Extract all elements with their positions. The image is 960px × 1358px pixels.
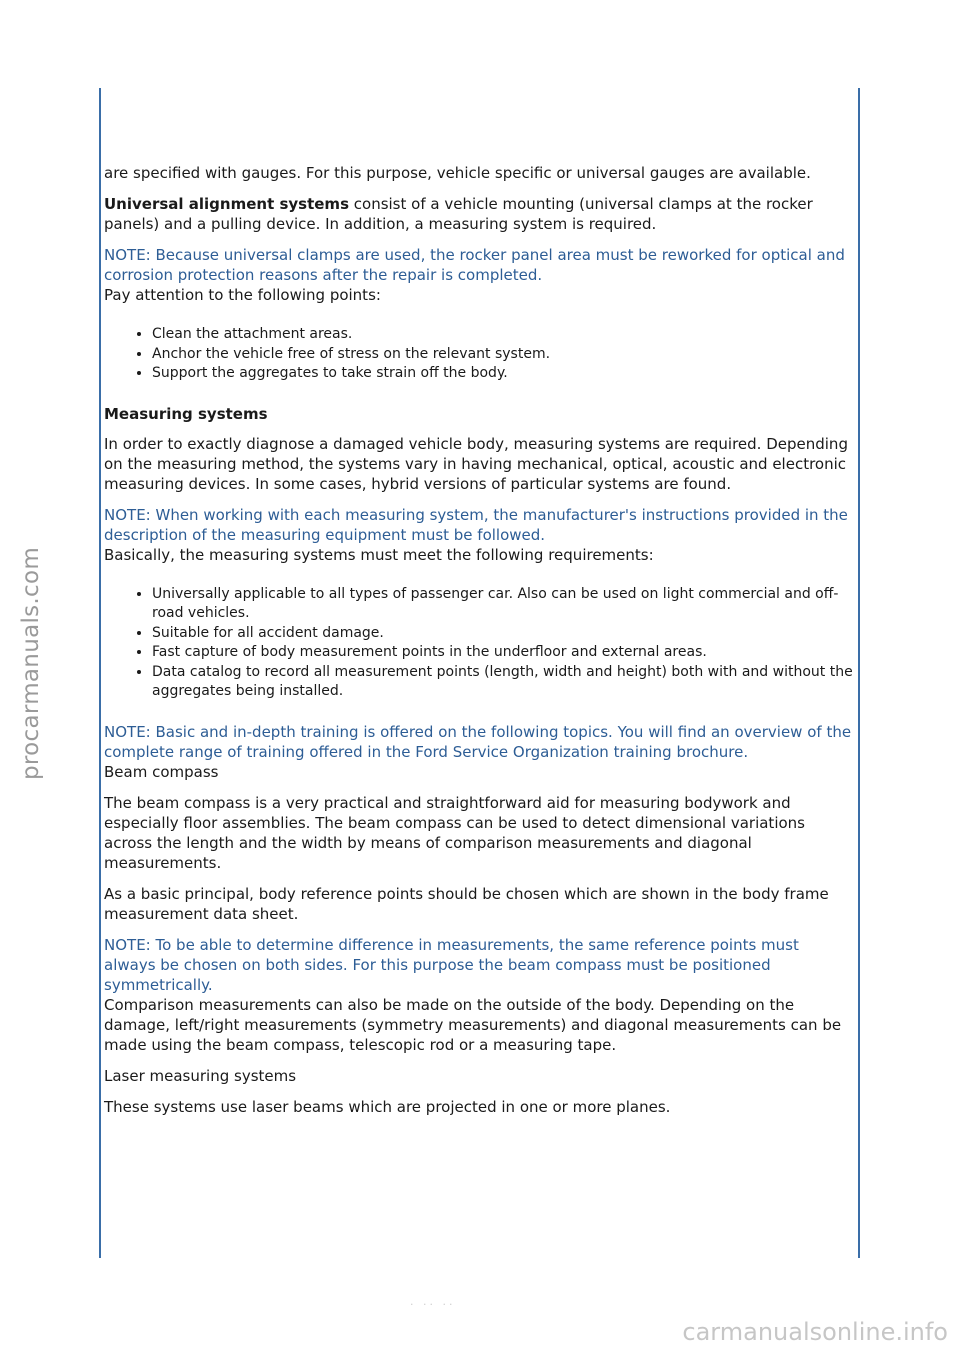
side-watermark: procarmanuals.com bbox=[18, 546, 44, 780]
list-item: • Clean the attachment areas. bbox=[152, 325, 854, 345]
paragraph-requirements: Basically, the measuring systems must meet the following requirements: bbox=[104, 545, 654, 564]
paragraph-comparison: Comparison measurements can also be made on the outside of the body. Depending on the damage, left/right measurements (symmetry measurements) and diagonal measurements can be made using the beam compass, telescopic rod or a measuring tape. bbox=[104, 995, 842, 1054]
paragraph-pay-attention: Pay attention to the following points: bbox=[104, 286, 381, 304]
paragraph-laser-title: Laser measuring systems bbox=[104, 1066, 297, 1085]
paragraph-beam-compass: The beam compass is a very practical and straightforward aid for measuring bodywork and especially floor assemblies. The beam compass can be used to detect dimensional variations across the length and the width by means of comparison measurements and diagonal measurements. bbox=[104, 793, 805, 872]
right-border-line bbox=[858, 88, 860, 1258]
term-universal-alignment: Universal alignment systems bbox=[104, 195, 349, 213]
heading-measuring-systems: Measuring systems bbox=[104, 404, 268, 423]
requirements-list bbox=[104, 585, 854, 702]
left-border-line bbox=[99, 88, 101, 1258]
paragraph-universal-alignment-text: consist of a vehicle mounting (universal clamps at the rocker panels) and a pulling device. In addition, a measuring system is required. bbox=[104, 195, 813, 233]
paragraph-gauges: are specified with gauges. For this purpose, vehicle specific or universal gauges are available. bbox=[104, 164, 811, 182]
bottom-watermark: carmanualsonline.info bbox=[682, 1318, 948, 1346]
note-universal-clamps: NOTE: Because universal clamps are used, the rocker panel area must be reworked for optical and corrosion protection reasons after the repair is completed. bbox=[104, 246, 845, 284]
list-item: • Data catalog to record all measurement points (length, width and height) both with and without the aggregates being installed. bbox=[152, 663, 854, 702]
note-training: NOTE: Basic and in-depth training is offered on the following topics. You will find an overview of the complete range of training offered in the Ford Service Organization training brochure. bbox=[104, 722, 852, 761]
paragraph-laser: These systems use laser beams which are projected in one or more planes. bbox=[104, 1097, 671, 1116]
document-body bbox=[104, 163, 854, 1128]
paragraph-beam-compass-title: Beam compass bbox=[104, 762, 219, 781]
note-manufacturer-instructions: NOTE: When working with each measuring system, the manufacturer's instructions provided in the description of the measuring equipment must be followed. bbox=[104, 505, 848, 544]
list-item: • Universally applicable to all types of passenger car. Also can be used on light commercial and off-road vehicles. bbox=[152, 585, 854, 624]
list-item: • Anchor the vehicle free of stress on the relevant system. bbox=[152, 345, 854, 365]
attention-points-list bbox=[104, 325, 854, 384]
list-item: • Fast capture of body measurement points in the underfloor and external areas. bbox=[152, 643, 854, 663]
paragraph-universal-alignment bbox=[104, 194, 854, 234]
list-item: • Suitable for all accident damage. bbox=[152, 624, 854, 644]
list-item: • Support the aggregates to take strain off the body. bbox=[152, 364, 854, 384]
paragraph-diagnose: In order to exactly diagnose a damaged vehicle body, measuring systems are required. Depending on the measuring method, the systems vary in having mechanical, optical, acoustic and electronic measuring devices. In some cases, hybrid versions of particular systems are found. bbox=[104, 434, 848, 493]
paragraph-reference-points: As a basic principal, body reference points should be chosen which are shown in the body frame measurement data sheet. bbox=[104, 884, 829, 923]
note-reference-points: NOTE: To be able to determine difference in measurements, the same reference points must always be chosen on both sides. For this purpose the beam compass must be positioned symmetrically. bbox=[104, 935, 799, 994]
page-number: · ·· ·· bbox=[410, 1298, 456, 1311]
